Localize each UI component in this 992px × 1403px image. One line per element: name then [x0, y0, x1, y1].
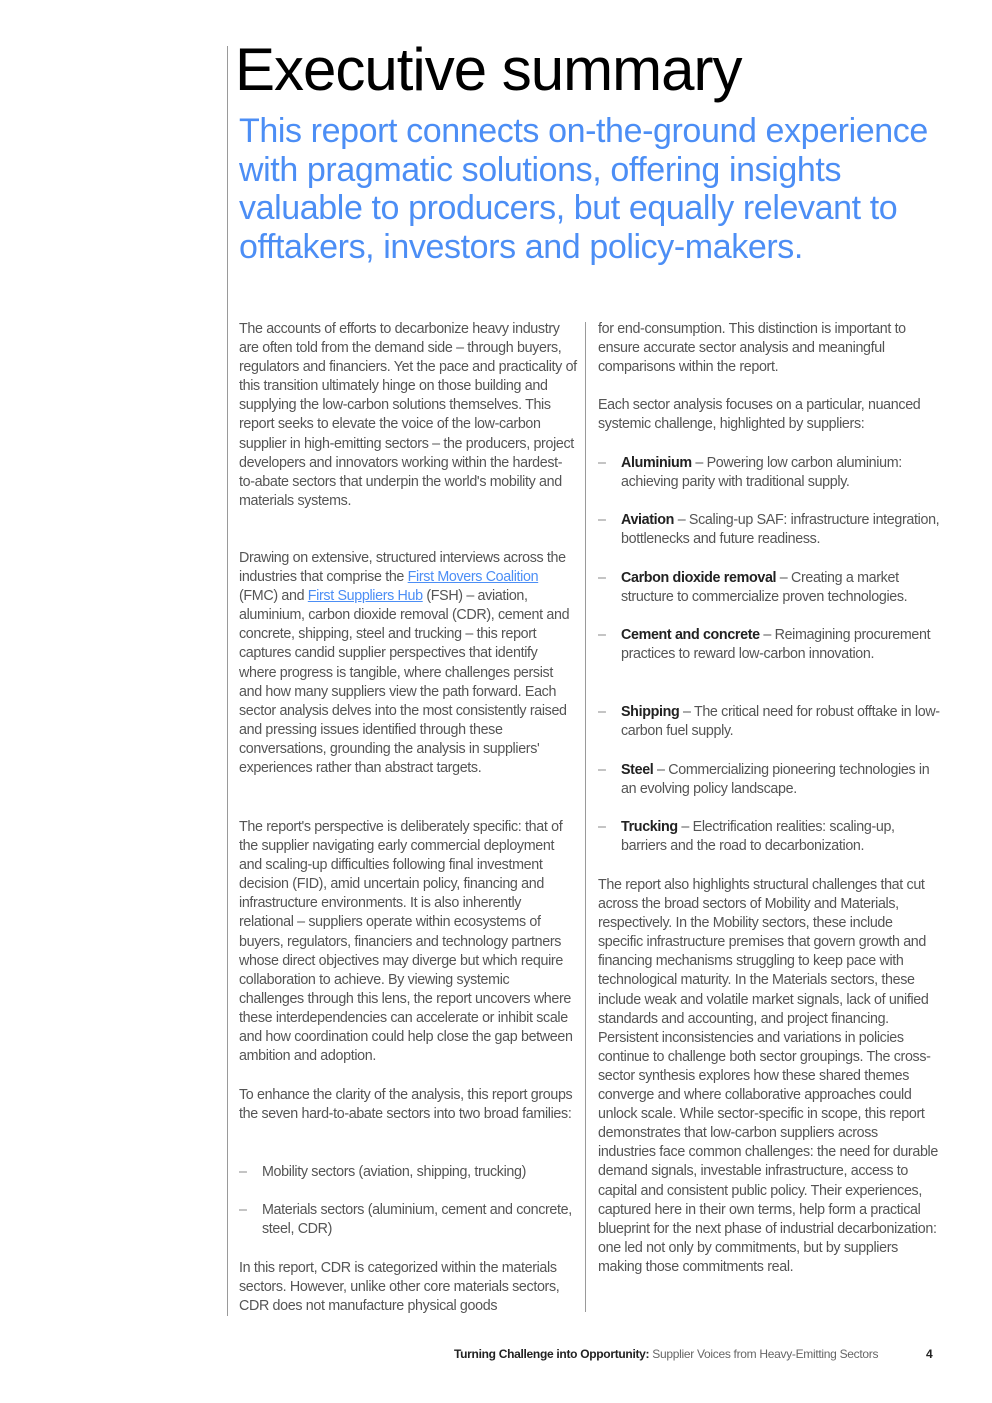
dash-bullet: –	[598, 762, 606, 778]
sector-desc: – Scaling-up SAF: infrastructure integration, bottlenecks and future readiness.	[621, 512, 940, 548]
text: Drawing on extensive, structured interviews across the industries that comprise the	[239, 550, 566, 586]
paragraph: The accounts of efforts to decarbonize heavy industry are often told from the demand side – through buyers, regulators and financiers. Yet the pace and practicality of this transition ultimately hinge on those building and supplying the low-carbon solutions themselves. This report seeks to elevate the voice of the low-carbon supplier in high-emitting sectors – the producers, project developers and innovators working within the hardest-to-abate sectors that underpin the world's mobility and materials systems.	[239, 321, 577, 509]
subtitle: This report connects on-the-ground experience with pragmatic solutions, offering insights valuable to producers, but equally relevant to offtakers, investors and policy-makers.	[239, 112, 928, 266]
sector-name: Aluminium	[621, 455, 692, 471]
dash-bullet: –	[598, 627, 606, 643]
dash-bullet: –	[598, 819, 606, 835]
footer-subtitle: Supplier Voices from Heavy-Emitting Sectors	[649, 1347, 879, 1361]
sector-desc: – Powering low carbon aluminium: achieving parity with traditional supply.	[621, 455, 902, 491]
sector-name: Steel	[621, 762, 654, 778]
sector-desc: – Reimagining procurement practices to reward low-carbon innovation.	[621, 627, 931, 663]
text: (FMC) and	[239, 588, 308, 605]
list-text: Materials sectors (aluminium, cement and concrete, steel, CDR)	[262, 1202, 572, 1238]
footer-title: Turning Challenge into Opportunity:	[454, 1347, 650, 1361]
paragraph	[239, 549, 577, 778]
sector-desc: – Creating a market structure to commercialize proven technologies.	[621, 570, 908, 606]
sector-desc: – The critical need for robust offtake in low-carbon fuel supply.	[621, 704, 940, 740]
dash-bullet: –	[239, 1164, 247, 1180]
column-divider	[585, 322, 586, 1312]
list-text: Mobility sectors (aviation, shipping, trucking)	[262, 1164, 527, 1180]
footer	[454, 1347, 878, 1361]
dash-bullet: –	[239, 1202, 247, 1218]
paragraph: Each sector analysis focuses on a particular, nuanced systemic challenge, highlighted by suppliers:	[598, 397, 921, 433]
dash-bullet: –	[598, 512, 606, 528]
sector-name: Cement and concrete	[621, 627, 760, 643]
dash-bullet: –	[598, 570, 606, 586]
sector-name: Aviation	[621, 512, 675, 528]
sector-desc: – Electrification realities: scaling-up, barriers and the road to decarbonization.	[621, 819, 895, 855]
sector-name: Carbon dioxide removal	[621, 570, 777, 586]
margin-rule	[227, 46, 228, 1316]
first-suppliers-hub-link[interactable]: First Suppliers Hub	[307, 588, 423, 605]
paragraph: for end-consumption. This distinction is important to ensure accurate sector analysis and meaningful comparisons within the report.	[598, 321, 906, 376]
first-movers-coalition-link[interactable]: First Movers Coalition	[407, 569, 539, 586]
page-number: 4	[926, 1347, 933, 1361]
sector-name: Shipping	[621, 704, 680, 720]
paragraph: To enhance the clarity of the analysis, this report groups the seven hard-to-abate sectors into two broad families:	[239, 1087, 573, 1123]
sector-desc: – Commercializing pioneering technologies in an evolving policy landscape.	[621, 762, 930, 798]
dash-bullet: –	[598, 704, 606, 720]
text: (FSH) – aviation, aluminium, carbon dioxide removal (CDR), cement and concrete, shipping, steel and trucking – this report captures candid supplier perspectives that identify where progress is tangible, where challenges persist and how many suppliers view the path forward. Each sector analysis delves into the most consistently raised and pressing issues identified through these conversations, grounding the analysis in suppliers' experiences rather than abstract targets.	[239, 588, 570, 777]
sector-name: Trucking	[621, 819, 678, 835]
paragraph: In this report, CDR is categorized within the materials sectors. However, unlike other core materials sectors, CDR does not manufacture physical goods	[239, 1260, 560, 1315]
paragraph: The report also highlights structural challenges that cut across the broad sectors of Mobility and Materials, respectively. In the Mobility sectors, these include specific infrastructure premises that govern growth and financing mechanisms struggling to keep pace with technological maturity. In the Materials sectors, these include weak and volatile market signals, lack of unified standards and accounting, and project financing. Persistent inconsistencies and variations in policies continue to challenge both sector groupings. The cross-sector synthesis explores how these shared themes converge and where collaborative approaches could unlock scale. While sector-specific in scope, this report demonstrates that low-carbon suppliers across industries face common challenges: the need for durable demand signals, investable infrastructure, access to capital and consistent public policy. Their experiences, captured here in their own terms, help form a practical blueprint for the next phase of industrial decarbonization: one led not only by commitments, but by suppliers making those commitments real.	[598, 877, 938, 1275]
page-title: Executive summary	[235, 36, 742, 103]
paragraph: The report's perspective is deliberately specific: that of the supplier navigating early commercial deployment and scaling-up difficulties following final investment decision (FID), amid uncertain policy, financing and infrastructure environments. It is also inherently relational – suppliers operate within ecosystems of buyers, regulators, financiers and technology partners whose direct objectives may diverge but which require collaboration to achieve. By viewing systemic challenges through this lens, the report uncovers where these interdependencies can accelerate or inhibit scale and how coordination could help close the gap between ambition and adoption.	[239, 819, 573, 1065]
dash-bullet: –	[598, 455, 606, 471]
